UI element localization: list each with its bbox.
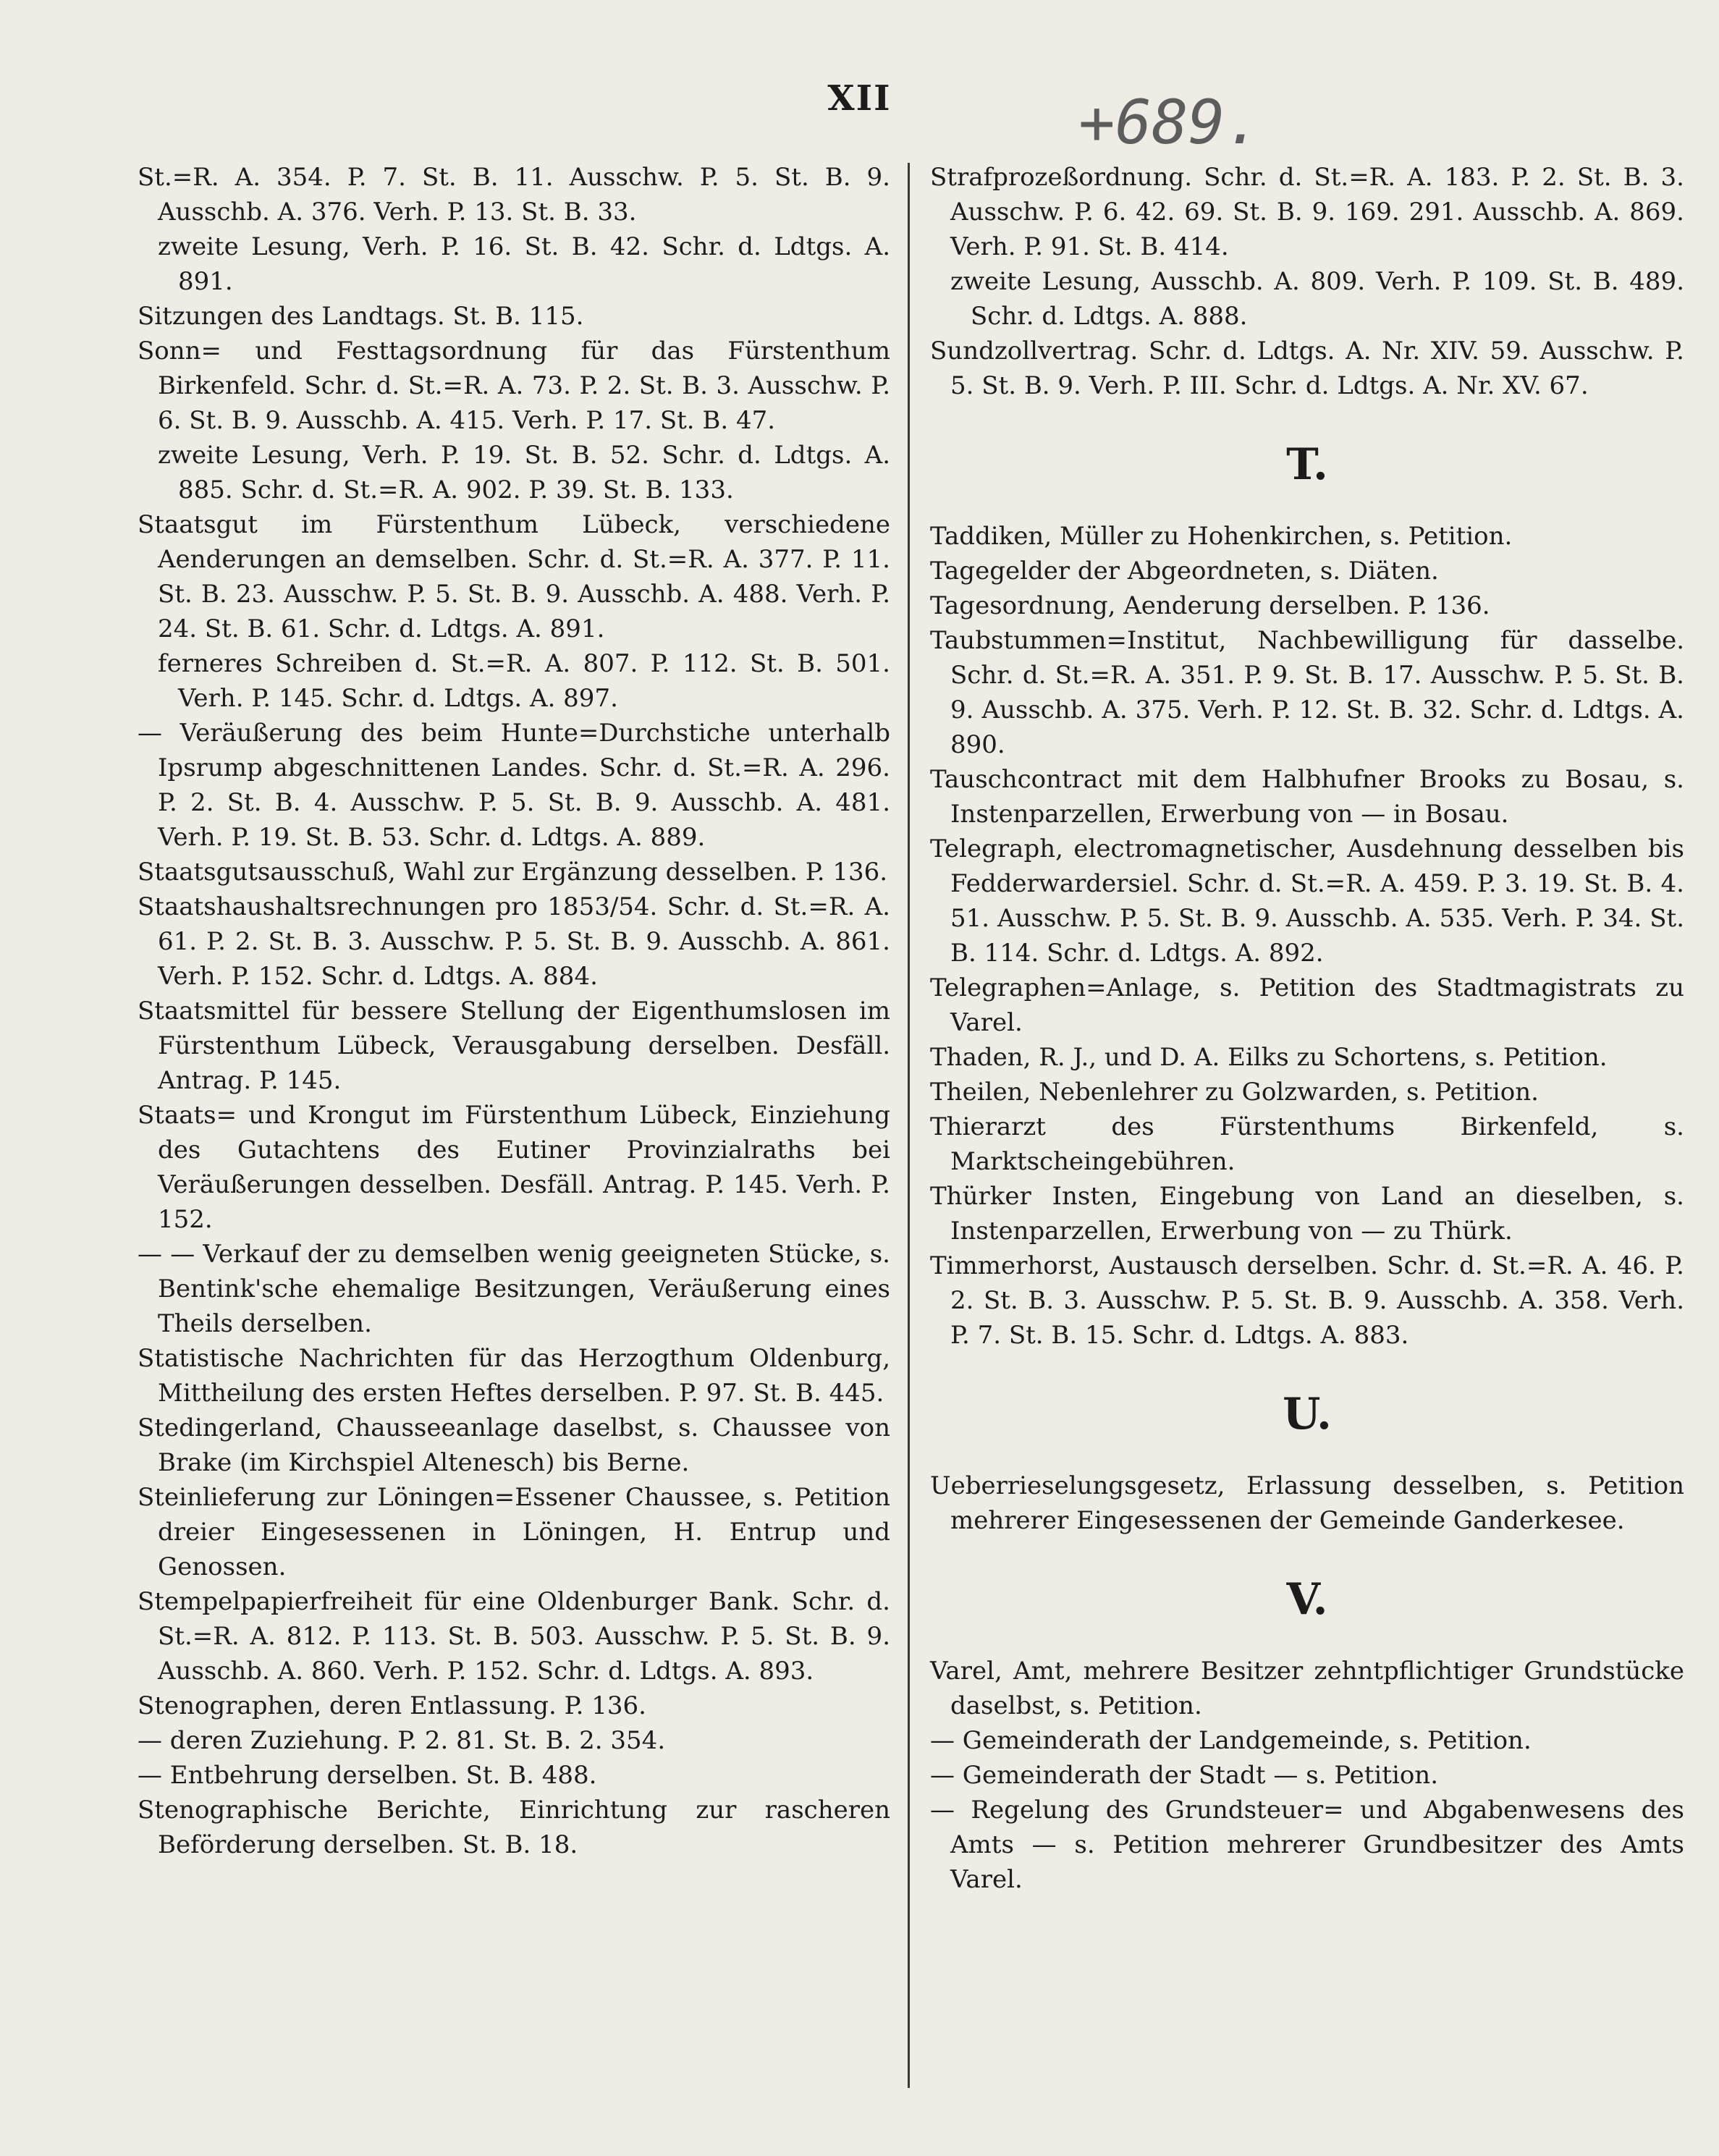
index-entry: Staatshaushaltsrechnungen pro 1853/54. Schr. d. St.=R. A. 61. P. 2. St. B. 3. Ausschw. P. 5. St. B. 9. Ausschb. A. 861. Verh. P. 152. Schr. d. Ldtgs. A. 884. [138, 892, 890, 991]
page-number: XII [827, 78, 892, 119]
index-entry: Stenographen, deren Entlassung. P. 136. [138, 1691, 646, 1720]
index-entry: — Gemeinderath der Stadt — s. Petition. [930, 1761, 1438, 1790]
index-entry: Tauschcontract mit dem Halbhufner Brooks zu Bosau, s. Instenparzellen, Erwerbung von — in Bosau. [930, 765, 1684, 829]
index-entry: Thürker Insten, Eingebung von Land an dieselben, s. Instenparzellen, Erwerbung von — zu Thürk. [930, 1182, 1684, 1246]
index-entry: zweite Lesung, Ausschb. A. 809. Verh. P. 109. St. B. 489. Schr. d. Ldtgs. A. 888. [950, 267, 1684, 331]
index-entry: Sitzungen des Landtags. St. B. 115. [138, 302, 584, 331]
index-entry: Sonn= und Festtagsordnung für das Fürstenthum Birkenfeld. Schr. d. St.=R. A. 73. P. 2. St. B. 3. Ausschw. P. 6. St. B. 9. Ausschb. A. 415. Verh. P. 17. St. B. 47. [138, 337, 890, 435]
index-entry: Taddiken, Müller zu Hohenkirchen, s. Petition. [930, 522, 1513, 551]
index-entry: Thaden, R. J., und D. A. Eilks zu Schortens, s. Petition. [930, 1043, 1608, 1072]
index-entry: Telegraphen=Anlage, s. Petition des Stadtmagistrats zu Varel. [930, 973, 1684, 1037]
index-entry: Ueberrieselungsgesetz, Erlassung desselben, s. Petition mehrerer Eingesessenen der Gemeinde Ganderkesee. [930, 1471, 1684, 1535]
index-entry: Theilen, Nebenlehrer zu Golzwarden, s. Petition. [930, 1078, 1539, 1107]
index-entry: Timmerhorst, Austausch derselben. Schr. d. St.=R. A. 46. P. 2. St. B. 3. Ausschw. P. 5. St. B. 9. Ausschb. A. 358. Verh. P. 7. St. B. 15. Schr. d. Ldtgs. A. 883. [930, 1251, 1684, 1350]
index-entry: Stedingerland, Chausseeanlage daselbst, s. Chaussee von Brake (im Kirchspiel Altenesch) bis Berne. [138, 1413, 890, 1477]
index-entry: zweite Lesung, Verh. P. 19. St. B. 52. Schr. d. Ldtgs. A. 885. Schr. d. St.=R. A. 902. P. 39. St. B. 133. [158, 441, 890, 504]
section-letter-v: V. [1286, 1574, 1328, 1625]
index-entry: — Entbehrung derselben. St. B. 488. [138, 1761, 597, 1790]
index-entry: — Veräußerung des beim Hunte=Durchstiche unterhalb Ipsrump abgeschnittenen Landes. Schr. d. St.=R. A. 296. P. 2. St. B. 4. Ausschw. P. 5. St. B. 9. Ausschb. A. 481. Verh. P. 19. St. B. 53. Schr. d. Ldtgs. A. 889. [138, 719, 890, 852]
index-entry: — — Verkauf der zu demselben wenig geeigneten Stücke, s. Bentink'sche ehemalige Besitzungen, Veräußerung eines Theils derselben. [138, 1240, 890, 1338]
index-entry: Staatsmittel für bessere Stellung der Eigenthumslosen im Fürstenthum Lübeck, Verausgabung derselben. Desfäll. Antrag. P. 145. [138, 997, 890, 1095]
index-entry: Steinlieferung zur Löningen=Essener Chaussee, s. Petition dreier Eingesessenen in Löningen, H. Entrup und Genossen. [138, 1483, 890, 1581]
index-entry: Strafprozeßordnung. Schr. d. St.=R. A. 183. P. 2. St. B. 3. Ausschw. P. 6. 42. 69. St. B. 9. 169. 291. Ausschb. A. 869. Verh. P. 91. St. B. 414. [930, 163, 1684, 261]
section-letter-t: T. [1286, 439, 1328, 490]
index-entry: — Regelung des Grundsteuer= und Abgabenwesens des Amts — s. Petition mehrerer Grundbesitzer des Amts Varel. [930, 1796, 1684, 1894]
index-entry: Taubstummen=Institut, Nachbewilligung für dasselbe. Schr. d. St.=R. A. 351. P. 9. St. B. 17. Ausschw. P. 5. St. B. 9. Ausschb. A. 375. Verh. P. 12. St. B. 32. Schr. d. Ldtgs. A. 890. [930, 626, 1684, 759]
index-entry: Stenographische Berichte, Einrichtung zur rascheren Beförderung derselben. St. B. 18. [138, 1796, 890, 1859]
index-entry: Tagesordnung, Aenderung derselben. P. 136. [930, 591, 1490, 620]
right-column [930, 160, 1684, 1897]
index-entry: Statistische Nachrichten für das Herzogthum Oldenburg, Mittheilung des ersten Heftes derselben. P. 97. St. B. 445. [138, 1344, 890, 1408]
index-entry: — deren Zuziehung. P. 2. 81. St. B. 2. 354. [138, 1726, 666, 1755]
index-entry: Stempelpapierfreiheit für eine Oldenburger Bank. Schr. d. St.=R. A. 812. P. 113. St. B. 503. Ausschw. P. 5. St. B. 9. Ausschb. A. 860. Verh. P. 152. Schr. d. Ldtgs. A. 893. [138, 1587, 890, 1686]
left-column [138, 160, 890, 1862]
handwritten-annotation: +689. [1078, 87, 1262, 158]
section-letter-u: U. [1283, 1389, 1332, 1440]
column-divider [908, 163, 910, 2088]
index-entry: Sundzollvertrag. Schr. d. Ldtgs. A. Nr. XIV. 59. Ausschw. P. 5. St. B. 9. Verh. P. III. Schr. d. Ldtgs. A. Nr. XV. 67. [930, 337, 1684, 400]
index-entry: Staatsgut im Fürstenthum Lübeck, verschiedene Aenderungen an demselben. Schr. d. St.=R. A. 377. P. 11. St. B. 23. Ausschw. P. 5. St. B. 9. Ausschb. A. 488. Verh. P. 24. St. B. 61. Schr. d. Ldtgs. A. 891. [138, 510, 890, 643]
index-entry: Tagegelder der Abgeordneten, s. Diäten. [930, 557, 1439, 585]
index-entry: Staats= und Krongut im Fürstenthum Lübeck, Einziehung des Gutachtens des Eutiner Provinzialraths bei Veräußerungen desselben. Desfäll. Antrag. P. 145. Verh. P. 152. [138, 1101, 890, 1234]
index-entry: ferneres Schreiben d. St.=R. A. 807. P. 112. St. B. 501. Verh. P. 145. Schr. d. Ldtgs. A. 897. [158, 649, 890, 713]
index-entry: Telegraph, electromagnetischer, Ausdehnung desselben bis Fedderwardersiel. Schr. d. St.=R. A. 459. P. 3. 19. St. B. 4. 51. Ausschw. P. 5. St. B. 9. Ausschb. A. 535. Verh. P. 34. St. B. 114. Schr. d. Ldtgs. A. 892. [930, 834, 1684, 968]
index-entry: Varel, Amt, mehrere Besitzer zehntpflichtiger Grundstücke daselbst, s. Petition. [930, 1657, 1684, 1720]
index-entry: — Gemeinderath der Landgemeinde, s. Petition. [930, 1726, 1532, 1755]
index-entry: Thierarzt des Fürstenthums Birkenfeld, s. Marktscheingebühren. [930, 1112, 1684, 1176]
index-entry: Staatsgutsausschuß, Wahl zur Ergänzung desselben. P. 136. [138, 858, 888, 887]
index-entry: zweite Lesung, Verh. P. 16. St. B. 42. Schr. d. Ldtgs. A. 891. [158, 232, 890, 296]
index-entry: St.=R. A. 354. P. 7. St. B. 11. Ausschw. P. 5. St. B. 9. Ausschb. A. 376. Verh. P. 13. St. B. 33. [138, 163, 890, 227]
